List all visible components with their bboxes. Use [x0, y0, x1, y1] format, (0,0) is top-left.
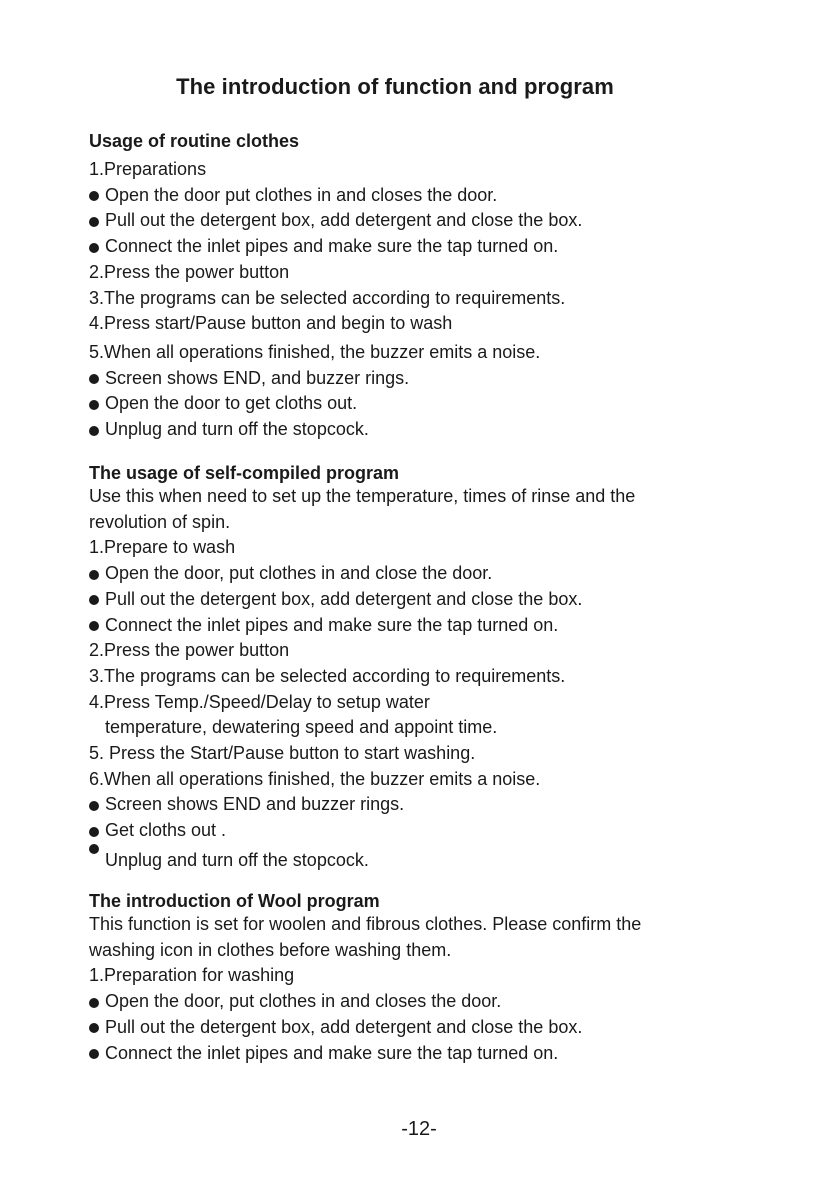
- section-description: Use this when need to set up the temperature, times of rinse and the revolution of spin.: [89, 486, 636, 532]
- bullet-item: Open the door, put clothes in and close the door.: [89, 561, 729, 587]
- bullet-item: Pull out the detergent box, add detergent and close the box.: [89, 587, 729, 613]
- step-item: 5.When all operations finished, the buzzer emits a noise.: [89, 341, 541, 362]
- section-heading: The introduction of Wool program: [89, 891, 380, 911]
- step-continuation: temperature, dewatering speed and appoint time.: [105, 717, 498, 738]
- step-item: 1.Preparation for washing: [89, 965, 295, 986]
- section-description: This function is set for woolen and fibrous clothes. Please confirm the washing icon in clothes before washing them.: [89, 914, 642, 960]
- step-item: 3.The programs can be selected according to requirements.: [89, 287, 566, 308]
- step-item: 6.When all operations finished, the buzzer emits a noise.: [89, 768, 541, 789]
- bullet-item: Screen shows END, and buzzer rings.: [89, 366, 729, 392]
- page-number: -12-: [401, 1118, 437, 1140]
- bullet-item: Connect the inlet pipes and make sure the tap turned on.: [89, 613, 729, 639]
- section-wool-program: [89, 890, 729, 1066]
- bullet-item: Unplug and turn off the stopcock.: [89, 844, 729, 874]
- bullet-item: Unplug and turn off the stopcock.: [89, 417, 729, 443]
- bullet-item: Pull out the detergent box, add detergent and close the box.: [89, 1015, 729, 1041]
- step-item: 3.The programs can be selected according to requirements.: [89, 665, 566, 686]
- step-item: 1.Prepare to wash: [89, 537, 236, 558]
- step-item: 2.Press the power button: [89, 640, 290, 661]
- step-item: 4.Press Temp./Speed/Delay to setup water: [89, 691, 430, 712]
- step-item: 5. Press the Start/Pause button to start washing.: [89, 743, 476, 764]
- bullet-item: Connect the inlet pipes and make sure the tap turned on.: [89, 1041, 729, 1067]
- section-routine-clothes: [89, 130, 729, 443]
- bullet-item: Open the door put clothes in and closes the door.: [89, 183, 729, 209]
- section-heading: Usage of routine clothes: [89, 131, 300, 151]
- bullet-item: Connect the inlet pipes and make sure the tap turned on.: [89, 234, 729, 260]
- page-title: The introduction of function and program: [176, 74, 614, 99]
- step-item: 2.Press the power button: [89, 261, 290, 282]
- bullet-item: Pull out the detergent box, add detergent and close the box.: [89, 208, 729, 234]
- bullet-item: Open the door, put clothes in and closes the door.: [89, 989, 729, 1015]
- section-self-compiled-program: [89, 462, 729, 874]
- section-heading: The usage of self-compiled program: [89, 463, 400, 483]
- bullet-item: Screen shows END and buzzer rings.: [89, 792, 729, 818]
- step-item: 1.Preparations: [89, 159, 207, 179]
- bullet-item: Get cloths out .: [89, 818, 729, 844]
- step-item: 4.Press start/Pause button and begin to wash: [89, 313, 453, 334]
- bullet-item: Open the door to get cloths out.: [89, 391, 729, 417]
